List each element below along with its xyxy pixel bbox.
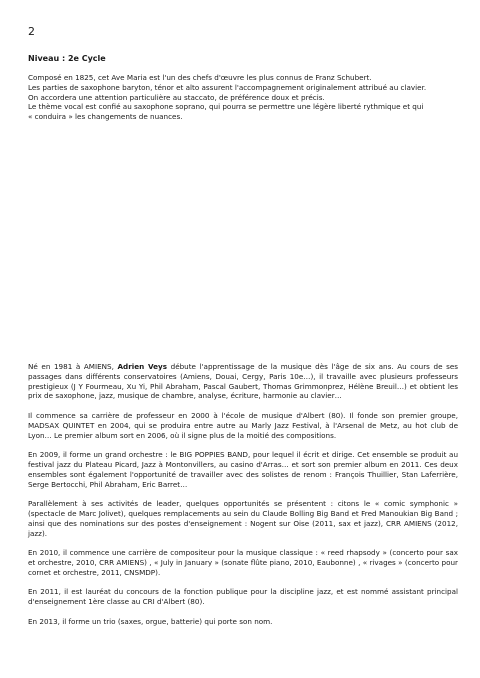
intro-line: On accordera une attention particulière au staccato, de préférence doux et précis. bbox=[28, 92, 325, 102]
bio-text: débute l'apprentissage de la musique dès l'âge de six ans. Au cours de ses passages dans différents conservatoires (Amiens, Douai, Cergy, Paris 10e…), il travaille avec plusieurs professeurs prestigieux (J Y Fourmeau, Xu Yi, Phil Abraham, Pascal Gaubert, Thomas Grimmonprez, Hélène Breuil…) et obtient les prix de saxophone, jazz, musique de chambre, analyse, écriture, harmonie au clavier… bbox=[28, 362, 459, 401]
bio-paragraph: Parallèlement à ses activités de leader, quelques opportunités se présentent : citons le « comic symphonic » (spectacle de Marc Jolivet), quelques remplacements au sein du Claude Bolling Big Band et Fred Manoukian Big Band ; ainsi que des nominations sur des postes d'enseignement : Nogent sur Oise (2011, sax et jazz), CRR AMIENS (2012, jazz). bbox=[28, 499, 458, 538]
intro-line: Les parties de saxophone baryton, ténor et alto assurent l'accompagnement originalement attribué au clavier. bbox=[28, 82, 427, 92]
biography-section bbox=[28, 362, 458, 627]
intro-line: Le thème vocal est confié au saxophone soprano, qui pourra se permettre une légère liberté rythmique et qui bbox=[28, 102, 424, 112]
artist-name: Adrien Veys bbox=[117, 362, 168, 371]
bio-text: Né en 1981 à AMIENS, bbox=[28, 362, 118, 371]
page-number: 2 bbox=[28, 25, 35, 38]
intro-line: Composé en 1825, cet Ave Maria est l'un des chefs d'œuvre les plus connus de Franz Schubert. bbox=[28, 73, 372, 82]
intro-section bbox=[28, 73, 458, 122]
bio-paragraph: En 2013, il forme un trio (saxes, orgue, batterie) qui porte son nom. bbox=[28, 616, 273, 626]
bio-paragraph: En 2010, il commence une carrière de compositeur pour la musique classique : « reed rhapsody » (concerto pour sax et orchestre, 2010, CRR AMIENS) , « July in January » (sonate flûte piano, 2010, Eaubonne) , « rivages » (concerto pour cornet et orchestre, 2011, CNSMDP). bbox=[28, 548, 458, 577]
bio-paragraph: En 2011, il est lauréat du concours de la fonction publique pour la discipline jazz, et est nommé assistant principal d'enseignement 1ère classe au CRI d'Albert (80). bbox=[28, 587, 458, 607]
bio-paragraph: Il commence sa carrière de professeur en 2000 à l'école de musique d'Albert (80). Il fonde son premier groupe, MADSAX QUINTET en 2004, qui se produira entre autre au Marly Jazz Festival, à l'Arsenal de Metz, au hot club de Lyon… Le premier album sort en 2006, où il signe plus de la moitié des compositions. bbox=[28, 410, 458, 440]
bio-paragraph bbox=[28, 362, 458, 401]
intro-line: « conduira » les changements de nuances. bbox=[28, 112, 183, 122]
level-heading: Niveau : 2e Cycle bbox=[28, 54, 106, 63]
bio-paragraph: En 2009, il forme un grand orchestre : le BIG POPPIES BAND, pour lequel il écrit et dirige. Cet ensemble se produit au festival jazz du Plateau Picard, Jazz à Montonvillers, au casino d'Arras… et sort son premier album en 2011. Ces deux ensembles sont également l'opportunité de travailler avec des solistes de renom : François Thuillier, Stan Laferrière, Serge Bertocchi, Phil Abraham, Eric Barret… bbox=[28, 450, 458, 489]
